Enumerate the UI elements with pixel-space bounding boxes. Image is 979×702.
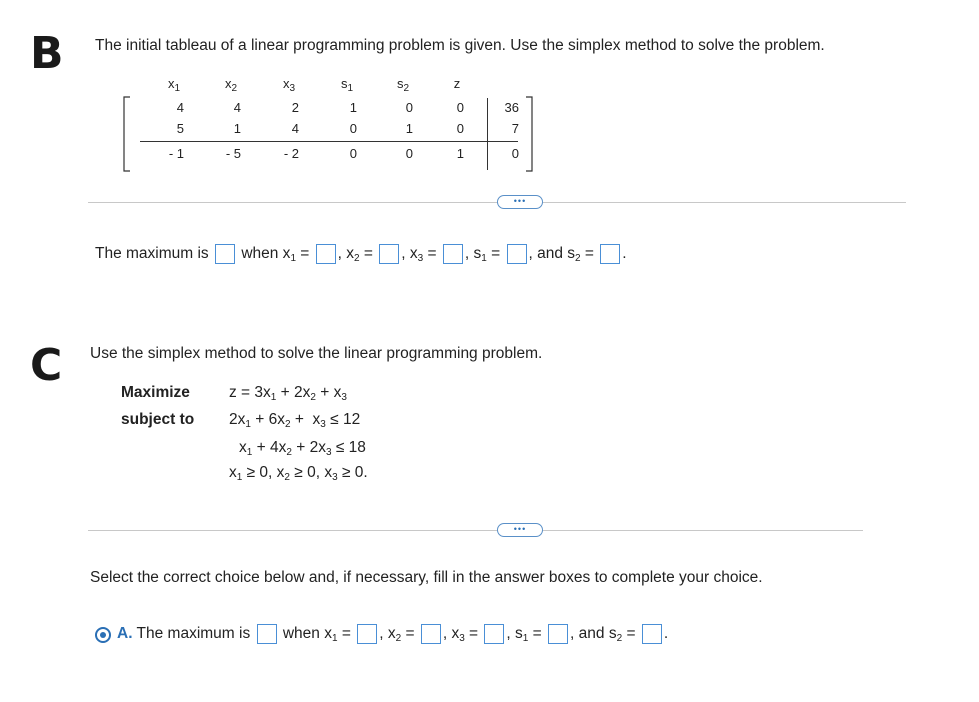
choice-a-radio[interactable] (95, 627, 111, 643)
answer-when-label: when $x_1$ = (282, 625, 351, 645)
tableau-cell: 2 (291, 100, 299, 115)
comma: , (337, 245, 342, 263)
more-button[interactable]: ••• (497, 523, 543, 537)
tableau-cell: 1 (233, 121, 241, 136)
tableau-divider-vertical (487, 98, 488, 170)
constraint-2: $x_1 + 4x_2 + 2x_3 \le 18$ (239, 439, 366, 458)
separator-rule (88, 530, 863, 531)
tableau-cell: 0 (456, 121, 464, 136)
x2-answer-box[interactable] (421, 624, 441, 644)
part-c-label: C (30, 340, 63, 391)
s1-label: $s_1$ = (473, 245, 501, 265)
constraint-1: $2x_1 + 6x_2 + x_3 \le 12$ (229, 411, 361, 430)
tableau-cell: - 1 (168, 146, 184, 161)
x2-label: $x_2$ = (387, 625, 415, 645)
comma: , (379, 625, 384, 643)
s2-answer-box[interactable] (600, 244, 620, 264)
tableau-header-x1: $x_1$ (167, 76, 181, 94)
comma: , (528, 245, 533, 263)
comma: , (401, 245, 406, 263)
tableau-cell: 0 (349, 121, 357, 136)
x2-label: $x_2$ = (346, 245, 373, 265)
tableau-divider-horizontal (140, 141, 518, 142)
problem-c-instruction: Use the simplex method to solve the linear programming problem. (90, 345, 543, 362)
tableau-cell: 0 (349, 146, 357, 161)
tableau-cell: 0 (456, 100, 464, 115)
s2-label: and $s_2$ = (537, 245, 594, 265)
choice-a-letter: A. (117, 625, 133, 643)
tableau-cell: 0 (405, 146, 413, 161)
maximum-answer-box[interactable] (215, 244, 235, 264)
tableau-cell: - 2 (283, 146, 299, 161)
x1-answer-box[interactable] (357, 624, 377, 644)
answer-when-label: when $x_1$ = (241, 245, 310, 265)
comma: , (464, 245, 470, 263)
x3-label: $x_3$ = (451, 625, 479, 645)
x3-label: $x_3$ = (409, 245, 437, 265)
x3-answer-box[interactable] (484, 624, 504, 644)
tableau-right-bracket (524, 96, 534, 172)
nonnegativity-constraint: $x_1 \ge 0$, $x_2 \ge 0$, $x_3 \ge 0$. (229, 464, 368, 483)
simplex-tableau (118, 74, 538, 174)
choice-a-text: The maximum is (136, 625, 251, 643)
maximum-answer-box[interactable] (257, 624, 277, 644)
choice-a[interactable] (117, 624, 668, 644)
x1-answer-box[interactable] (316, 244, 336, 264)
objective-function: $z = 3x_1 + 2x_2 + x_3$ (229, 384, 347, 403)
problem-b-answer-line (95, 244, 627, 264)
s2-label: and $s_2$ = (578, 625, 636, 645)
select-instruction: Select the correct choice below and, if necessary, fill in the answer boxes to complete your choice. (90, 569, 763, 586)
period: . (622, 245, 627, 263)
tableau-cell: 0 (511, 146, 519, 161)
tableau-cell: 0 (405, 100, 413, 115)
x2-answer-box[interactable] (379, 244, 399, 264)
comma: , (506, 625, 511, 643)
tableau-cell: 1 (405, 121, 413, 136)
tableau-header-x2: $x_2$ (224, 76, 238, 94)
part-b-label: B (30, 28, 64, 79)
tableau-header-s1: $s_1$ (340, 76, 354, 94)
tableau-cell: 4 (233, 100, 241, 115)
tableau-cell: 1 (349, 100, 357, 115)
tableau-cell: 5 (176, 121, 184, 136)
comma: , (442, 625, 448, 643)
comma: , (570, 625, 575, 643)
subject-to-label: subject to (121, 411, 195, 428)
tableau-cell: 1 (456, 146, 464, 161)
answer-prefix: The maximum is (95, 245, 209, 263)
s1-answer-box[interactable] (507, 244, 527, 264)
tableau-cell: 4 (176, 100, 184, 115)
tableau-header-x3: $x_3$ (282, 76, 296, 94)
x3-answer-box[interactable] (443, 244, 463, 264)
s2-answer-box[interactable] (642, 624, 662, 644)
tableau-header-s2: $s_2$ (396, 76, 410, 94)
more-button[interactable]: ••• (497, 195, 543, 209)
tableau-cell: 4 (291, 121, 299, 136)
s1-label: $s_1$ = (515, 625, 542, 645)
tableau-cell: 7 (511, 121, 519, 136)
problem-b-instruction: The initial tableau of a linear programming problem is given. Use the simplex method to solve the problem. (95, 37, 825, 54)
tableau-left-bracket (122, 96, 132, 172)
s1-answer-box[interactable] (548, 624, 568, 644)
period: . (663, 625, 669, 643)
tableau-cell: - 5 (225, 146, 241, 161)
maximize-label: Maximize (121, 384, 190, 401)
tableau-cell: 36 (504, 100, 519, 115)
tableau-header-z: z (453, 76, 461, 91)
